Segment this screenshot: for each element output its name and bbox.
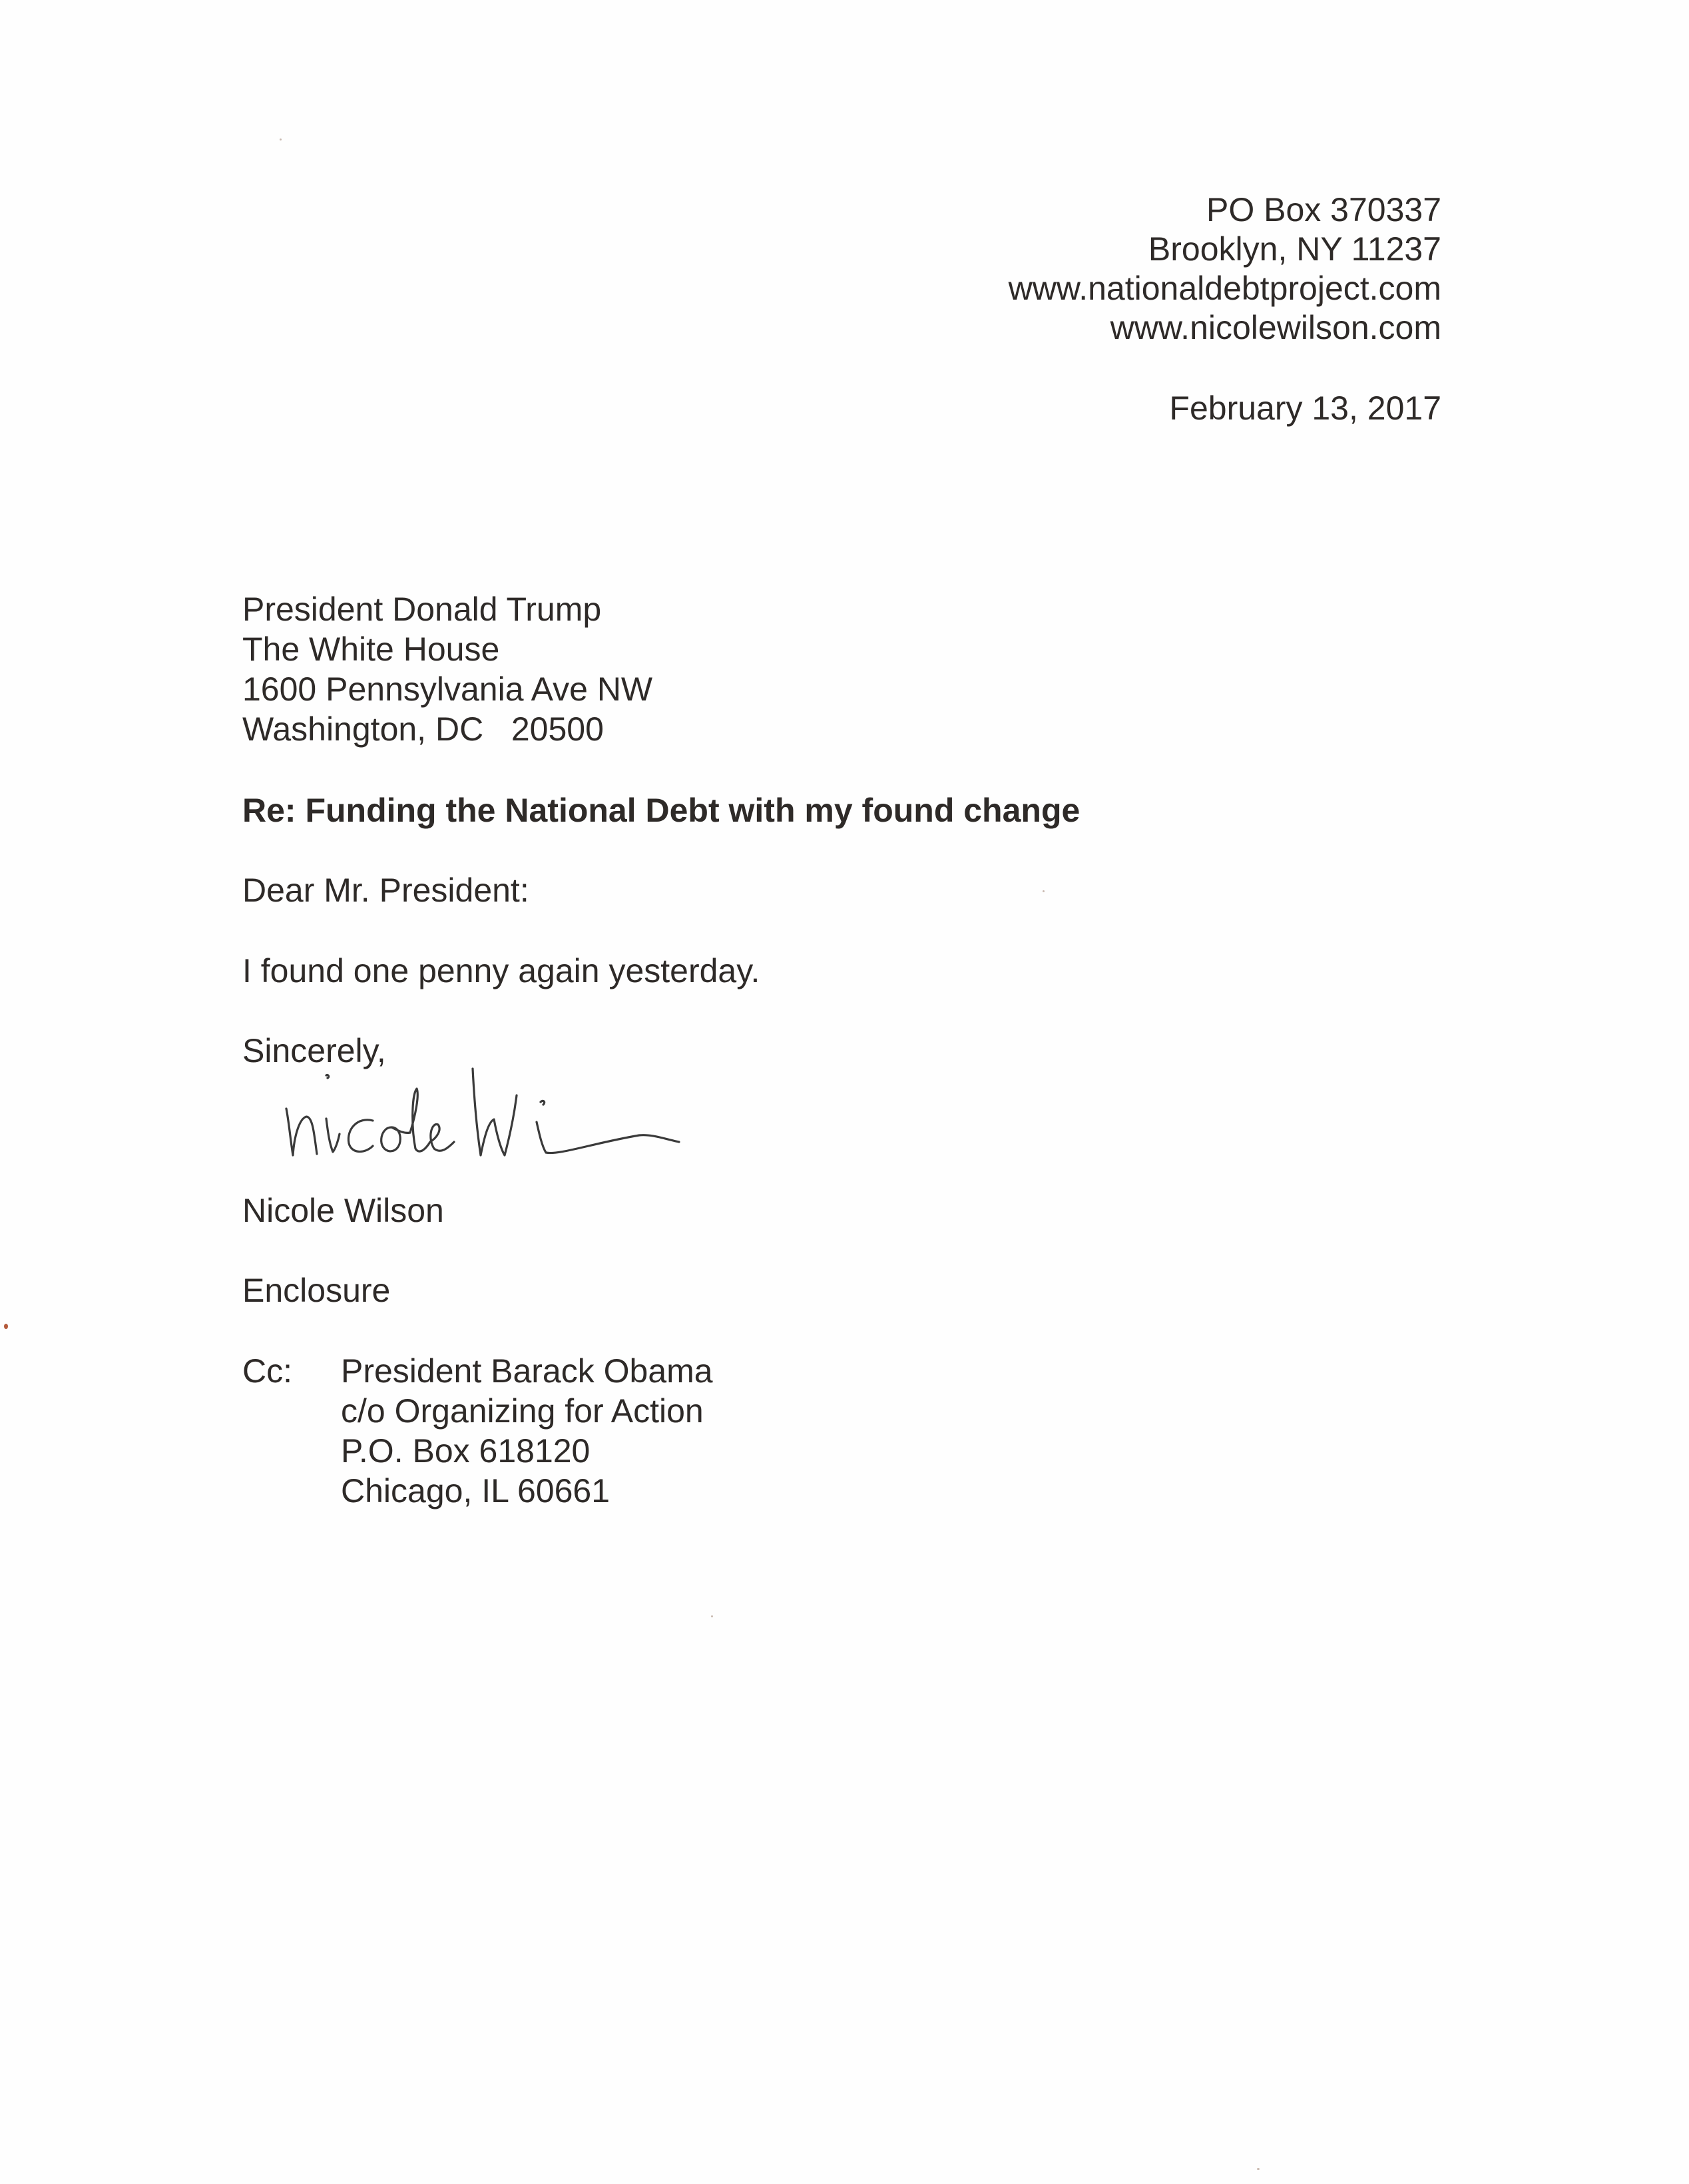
sender-address (1009, 190, 1441, 348)
cc-label: Cc: (242, 1352, 292, 1390)
recipient-address (242, 589, 652, 749)
recipient-address-line: The White House (242, 631, 500, 668)
cc-address-line: c/o Organizing for Action (341, 1392, 704, 1430)
closing: Sincerely, (242, 1032, 386, 1069)
letter-date: February 13, 2017 (1169, 390, 1441, 427)
cc-address-line: President Barack Obama (341, 1352, 713, 1390)
handwritten-signature (280, 1055, 712, 1175)
sender-address-line: Brooklyn, NY 11237 (1148, 230, 1441, 268)
sender-address-line: PO Box 370337 (1206, 191, 1441, 228)
recipient-address-line: Washington, DC 20500 (242, 710, 604, 748)
sender-website-line: www.nationaldebtproject.com (1008, 270, 1441, 307)
body-paragraph: I found one penny again yesterday. (242, 952, 760, 989)
sender-website-line: www.nicolewilson.com (1110, 309, 1441, 346)
enclosure-notation: Enclosure (242, 1272, 391, 1309)
paper-speck (4, 1324, 8, 1329)
signer-name: Nicole Wilson (242, 1192, 444, 1229)
cc-address-line: P.O. Box 618120 (341, 1432, 591, 1470)
paper-speck (1043, 890, 1045, 892)
cc-address-line: Chicago, IL 60661 (341, 1472, 610, 1509)
paper-speck (711, 1615, 713, 1617)
recipient-address-line: President Donald Trump (242, 591, 602, 628)
recipient-address-line: 1600 Pennsylvania Ave NW (242, 671, 653, 708)
subject-line: Re: Funding the National Debt with my found change (242, 792, 1081, 829)
paper-speck (1257, 2168, 1260, 2170)
paper-speck (280, 138, 282, 140)
cc-address (341, 1351, 713, 1511)
salutation: Dear Mr. President: (242, 872, 529, 909)
